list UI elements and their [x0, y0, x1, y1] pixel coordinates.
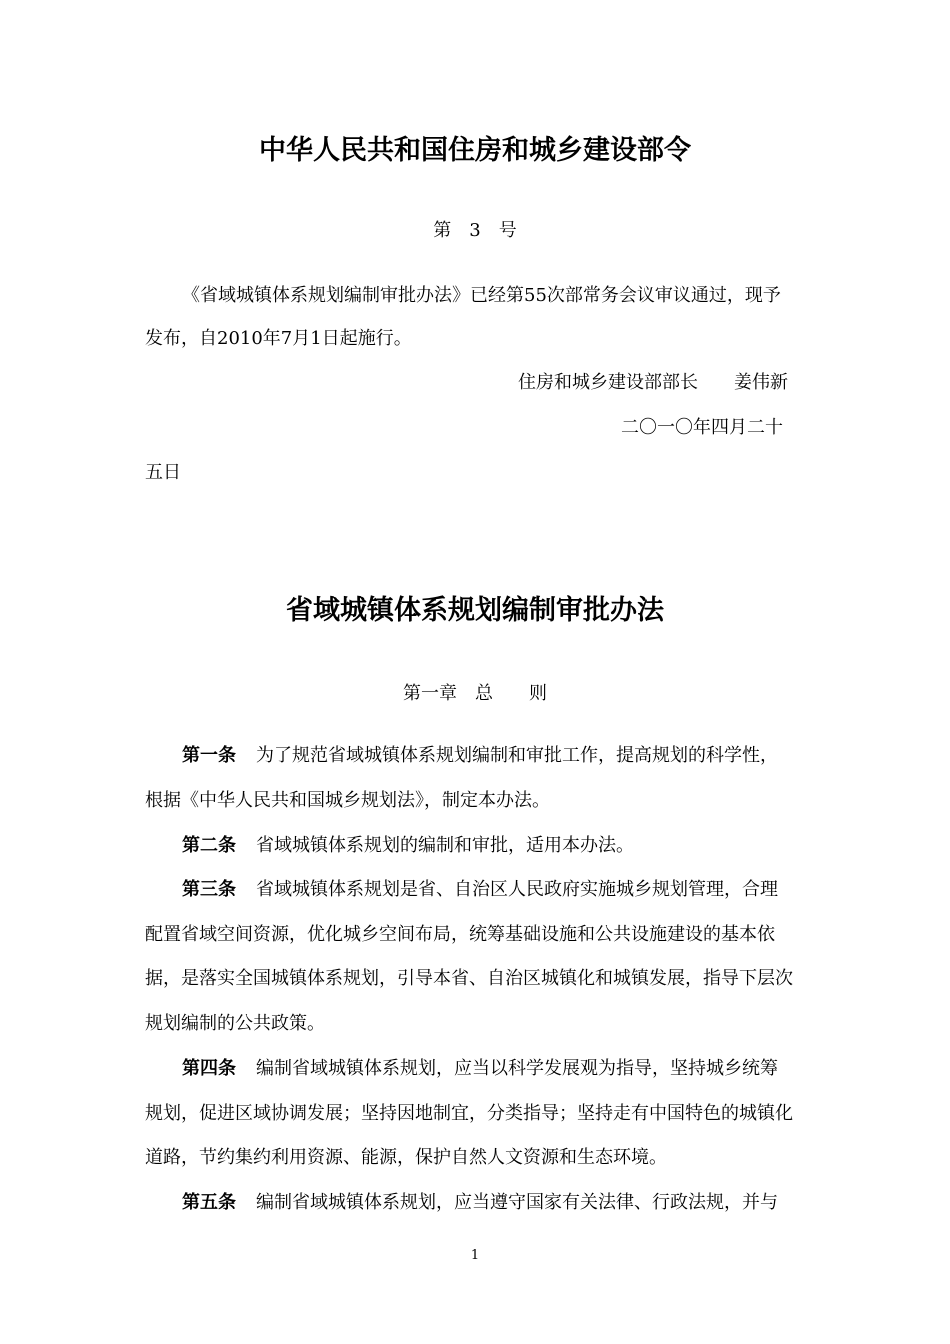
chapter-heading: 第一章 总 则 [403, 683, 547, 704]
article-4-text: 编制省域城镇体系规划，应当以科学发展观为指导，坚持城乡统筹 [256, 1058, 778, 1079]
article-2-line-1 [182, 834, 634, 858]
article-3-label: 第三条 [182, 879, 236, 900]
article-5-text: 编制省域城镇体系规划，应当遵守国家有关法律、行政法规，并与 [256, 1192, 778, 1213]
article-4-label: 第四条 [182, 1058, 236, 1079]
article-5-line-1 [182, 1191, 778, 1215]
article-1-label: 第一条 [182, 745, 236, 766]
article-3-text: 省域城镇体系规划是省、自治区人民政府实施城乡规划管理，合理 [256, 879, 778, 900]
article-3-line-1 [182, 878, 778, 902]
order-date-line-2: 五日 [145, 462, 181, 483]
article-1-line-2: 根据《中华人民共和国城乡规划法》，制定本办法。 [145, 790, 550, 811]
article-3-line-4: 规划编制的公共政策。 [145, 1013, 325, 1034]
page-number: 1 [470, 1248, 480, 1263]
order-number: 第 3 号 [433, 220, 517, 241]
article-3-line-2: 配置省域空间资源，优化城乡空间布局，统筹基础设施和公共设施建设的基本依 [145, 924, 775, 945]
order-body-line-1: 《省域城镇体系规划编制审批办法》已经第55次部常务会议审议通过，现予 [182, 285, 781, 306]
article-1-text: 为了规范省域城镇体系规划编制和审批工作，提高规划的科学性， [256, 745, 778, 766]
order-body-line-2: 发布，自2010年7月1日起施行。 [145, 328, 412, 349]
article-5-label: 第五条 [182, 1192, 236, 1213]
article-4-line-1 [182, 1057, 778, 1081]
order-date-line-1: 二〇一〇年四月二十 [621, 417, 783, 438]
article-3-line-3: 据，是落实全国城镇体系规划，引导本省、自治区城镇化和城镇发展，指导下层次 [145, 968, 793, 989]
article-4-line-3: 道路，节约集约利用资源、能源，保护自然人文资源和生态环境。 [145, 1147, 667, 1168]
order-title: 中华人民共和国住房和城乡建设部令 [259, 135, 691, 166]
article-1-line-1 [182, 744, 778, 768]
article-2-text: 省域城镇体系规划的编制和审批，适用本办法。 [256, 835, 634, 856]
document-title: 省域城镇体系规划编制审批办法 [286, 595, 664, 626]
article-2-label: 第二条 [182, 835, 236, 856]
order-signer: 住房和城乡建设部部长 姜伟新 [518, 372, 788, 393]
article-4-line-2: 规划，促进区域协调发展；坚持因地制宜，分类指导；坚持走有中国特色的城镇化 [145, 1103, 793, 1124]
